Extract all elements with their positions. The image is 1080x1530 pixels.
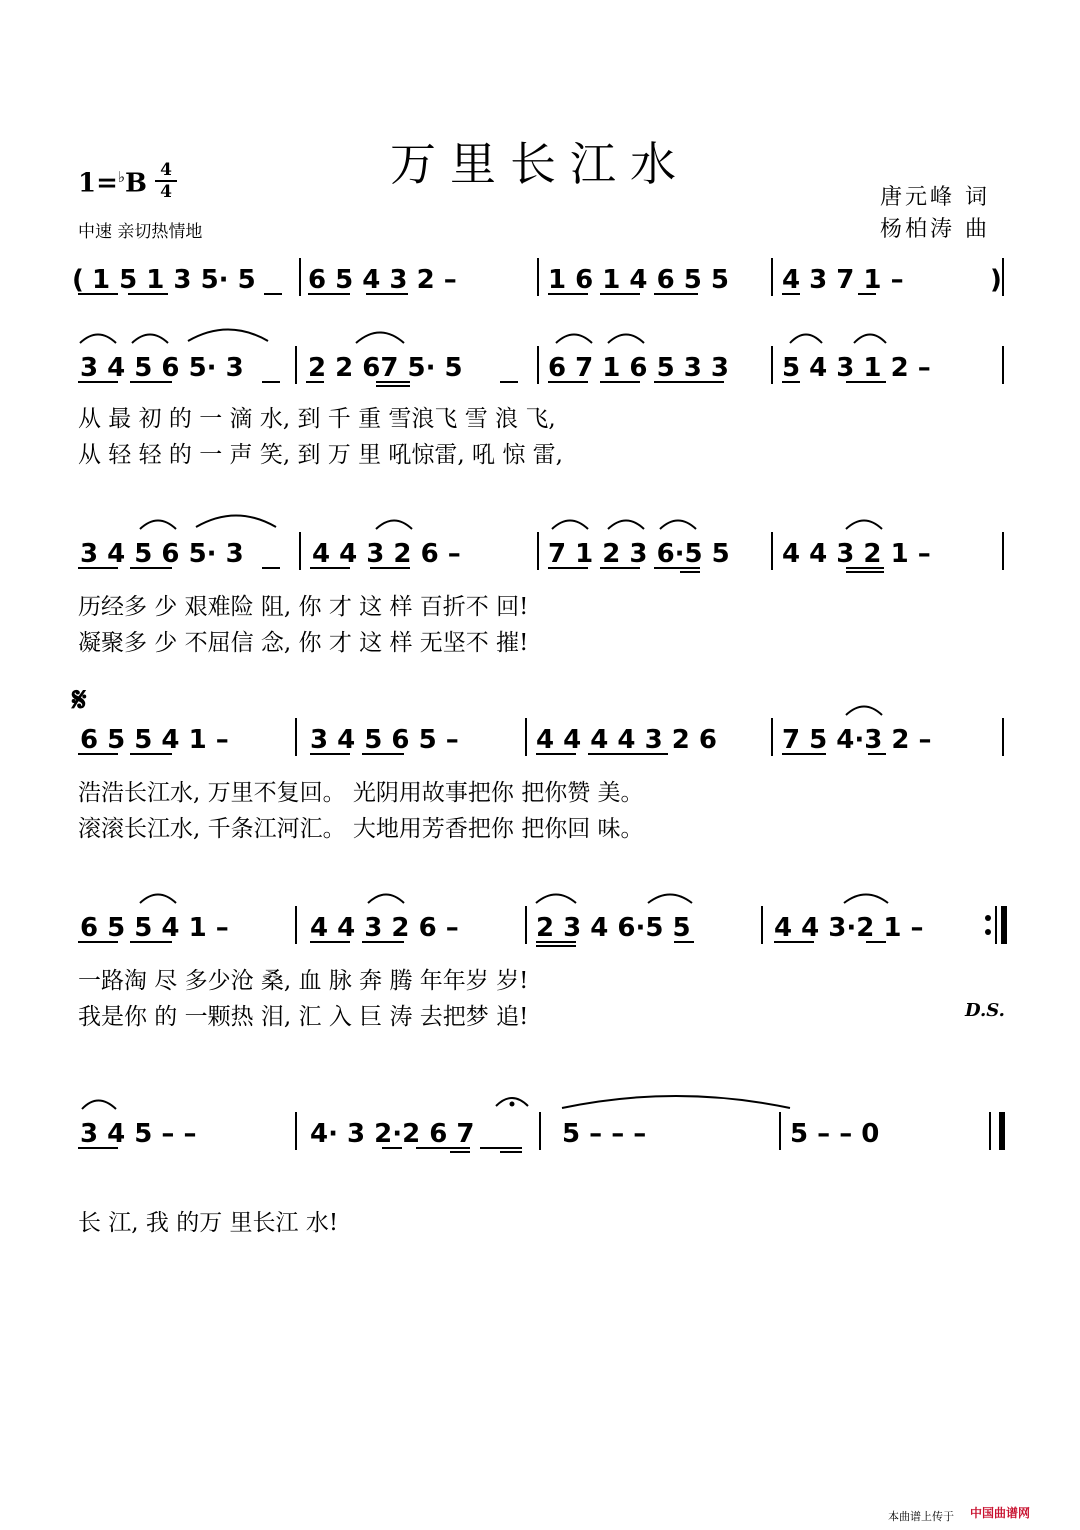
key-tonic: 1= [78,168,118,199]
lyrics-row4-verse1: 一路淘 尽 多少沧 桑, 血 脉 奔 腾 年年岁 岁! [78,968,529,994]
composer-credit: 杨柏涛 曲 [880,217,990,242]
meter-denominator: 4 [155,180,177,202]
row3-m1: 3 4 5 6 5· 3 [80,539,244,569]
row4-m4: 7 5 4·3 2 – [782,725,932,755]
song-title: 万里长江水 [390,137,690,191]
key-flat: ♭ [117,168,125,186]
close-paren: ) [990,265,1002,295]
row3-m3: 7 1 2 3 6·5 5 [548,539,730,569]
row1-m4: 4 3 7 1 – [782,265,904,295]
row5-m3: 2 3 4 6·5 5 [536,913,691,943]
row5-m2: 4 4 3 2 6 – [310,913,459,943]
open-paren: ( [72,265,84,295]
row1-m2: 6 5 4 3 2 – [308,265,457,295]
row6-m3: 5 – – – [562,1119,647,1149]
site-logo: 中国曲谱网 [970,1506,1031,1520]
dal-segno-mark: D.S. [965,1000,1005,1021]
row4-m2: 3 4 5 6 5 – [310,725,459,755]
row2-m2: 2 2 67 5· 5 [308,353,463,383]
lyrics-row3-verse2: 滚滚长江水, 千条江河汇。 大地用芳香把你 把你回 味。 [78,816,644,842]
lyrics-row3-verse1: 浩浩长江水, 万里不复回。 光阴用故事把你 把你赞 美。 [78,780,644,806]
row5-m4: 4 4 3·2 1 – [774,913,924,943]
row6-m2: 4· 3 2·2 6 7 [310,1119,475,1149]
lyrics-row2-verse2: 凝聚多 少 不屈信 念, 你 才 这 样 无坚不 摧! [78,630,529,656]
key-note: B [124,168,147,199]
row1-m1: 1 5 1 3 5· 5 [92,265,256,295]
row1-m3: 1 6 1 4 6 5 5 [548,265,729,295]
lyrics-row5-verse1: 长 江, 我 的万 里长江 水! [78,1210,339,1236]
row3-m4: 4 4 3 2 1 – [782,539,931,569]
tempo-marking: 中速 亲切热情地 [78,222,203,242]
row5-m1: 6 5 5 4 1 – [80,913,229,943]
row2-m3: 6 7 1 6 5 3 3 [548,353,729,383]
lyrics-row4-verse2: 我是你 的 一颗热 泪, 汇 入 巨 涛 去把梦 追! [78,1004,529,1030]
segno-sign: 𝄋 [72,680,87,720]
lyricist-credit: 唐元峰 词 [880,185,990,210]
row2-m4: 5 4 3 1 2 – [782,353,931,383]
row4-m1: 6 5 5 4 1 – [80,725,229,755]
lyrics-row1-verse2: 从 轻 轻 的 一 声 笑, 到 万 里 吼惊雷, 吼 惊 雷, [78,442,563,468]
row6-m1: 3 4 5 – – [80,1119,197,1149]
upload-note: 本曲谱上传于 [888,1510,954,1523]
row6-m4: 5 – – 0 [790,1119,880,1149]
lyrics-row2-verse1: 历经多 少 艰难险 阻, 你 才 这 样 百折不 回! [78,594,529,620]
meter-numerator: 4 [160,160,172,180]
lyrics-row1-verse1: 从 最 初 的 一 滴 水, 到 千 重 雪浪飞 雪 浪 飞, [78,406,556,432]
row4-m3: 4 4 4 4 3 2 6 [536,725,717,755]
row3-m2: 4 4 3 2 6 – [312,539,461,569]
row2-m1: 3 4 5 6 5· 3 [80,353,244,383]
